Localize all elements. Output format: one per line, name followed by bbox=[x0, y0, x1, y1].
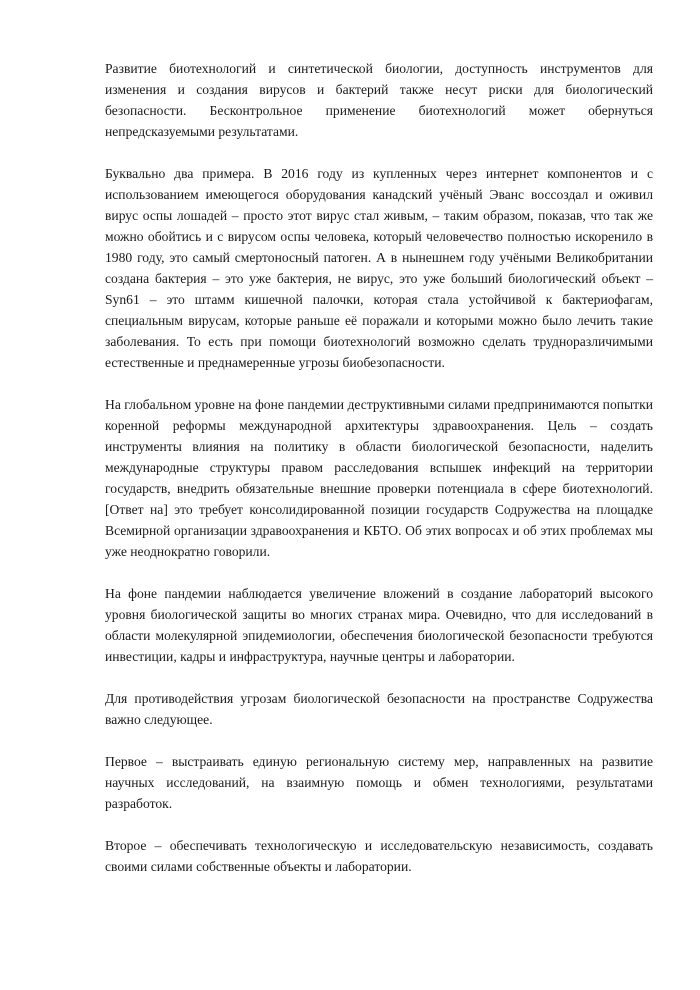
paragraph-countermeasures-intro: Для противодействия угрозам биологической безопасности на пространстве Содружества важно следующее. bbox=[105, 691, 653, 727]
paragraph-laboratories: На фоне пандемии наблюдается увеличение вложений в создание лабораторий высокого уровня биологической защиты во многих странах мира. Очевидно, что для исследований в области молекулярной эпидемиологии, обеспечения биологической безопасности требуются инвестиции, кадры и инфраструктура, научные центры и лаборатории. bbox=[105, 586, 653, 664]
paragraph-global-level: На глобальном уровне на фоне пандемии деструктивными силами предпринимаются попытки коренной реформы международной архитектуры здравоохранения. Цель – создать инструменты влияния на политику в области биологической безопасности, наделить международные структуры правом расследования вспышек инфекций на территории государств, внедрить обязательные внешние проверки потенциала в сфере биотехнологий. [Ответ на] это требует консолидированной позиции государств Содружества на площадке Всемирной организации здравоохранения и КБТО. Об этих вопросах и об этих проблемах мы уже неоднократно говорили. bbox=[105, 397, 653, 559]
paragraph-biotech-risks: Развитие биотехнологий и синтетической биологии, доступность инструментов для изменения и создания вирусов и бактерий также несут риски для биологический безопасности. Бесконтрольное применение биотехнологий может обернуться непредсказуемыми результатами. bbox=[105, 61, 653, 139]
document-body bbox=[105, 58, 653, 898]
paragraph-first-point: Первое – выстраивать единую региональную систему мер, направленных на развитие научных исследований, на взаимную помощь и обмен технологиями, результатами разработок. bbox=[105, 754, 653, 811]
paragraph-two-examples: Буквально два примера. В 2016 году из купленных через интернет компонентов и с использованием имеющегося оборудования канадский учёный Эванс воссоздал и оживил вирус оспы лошадей – просто этот вирус стал живым, – таким образом, показав, что так же можно обойтись и с вирусом оспы человека, который человечество полностью искоренило в 1980 году, это самый смертоносный патоген. А в нынешнем году учёными Великобритании создана бактерия – это уже бактерия, не вирус, это уже больший биологический объект – Syn61 – это штамм кишечной палочки, которая стала устойчивой к бактериофагам, специальным вирусам, которые раньше её поражали и которыми можно было лечить такие заболевания. То есть при помощи биотехнологий возможно сделать трудноразличимыми естественные и преднамеренные угрозы биобезопасности. bbox=[105, 166, 653, 370]
paragraph-second-point: Второе – обеспечивать технологическую и исследовательскую независимость, создавать своими силами собственные объекты и лаборатории. bbox=[105, 838, 653, 874]
